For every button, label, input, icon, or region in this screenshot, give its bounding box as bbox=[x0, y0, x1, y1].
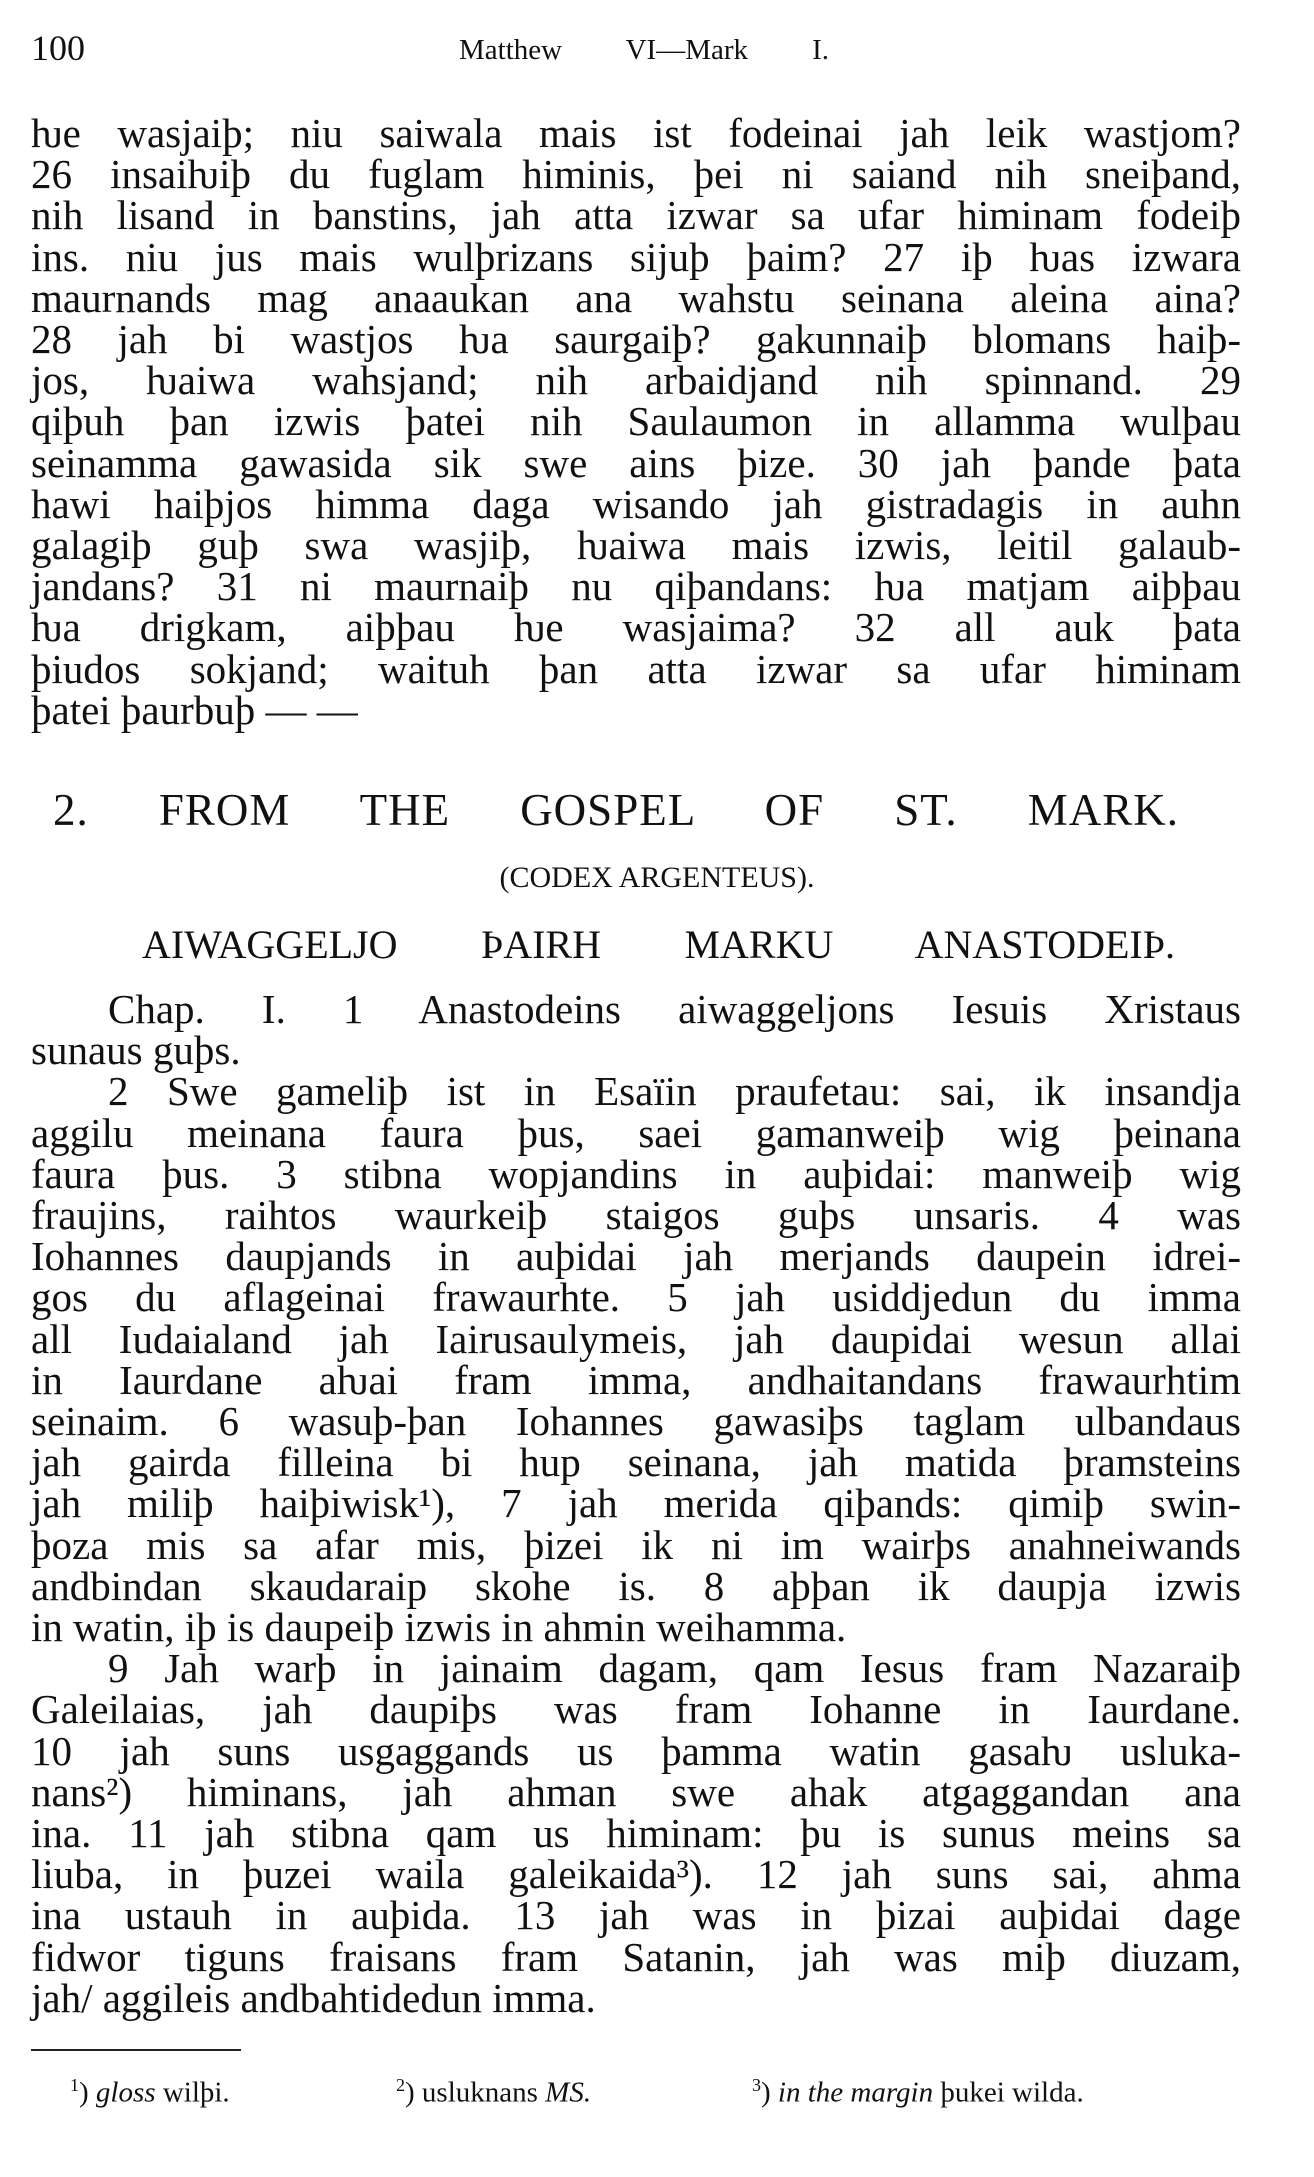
footnote-italic: in the margin bbox=[777, 2076, 934, 2109]
footnote-marker: 3 bbox=[752, 2075, 761, 2095]
mark-text-line: faura þus. 3 stibna wopjandins in auþidai: manweiþ wig bbox=[31, 1151, 1241, 1197]
mark-text-line: in Iaurdane aƕai fram imma, andhaitandans frawaurhtim bbox=[31, 1357, 1241, 1403]
running-title: Matthew VI—Mark I. bbox=[459, 34, 829, 66]
mark-text-line: 10 jah suns usgaggands us þamma watin gasaƕ usluka- bbox=[31, 1728, 1241, 1774]
mark-text-line: jah gairda filleina bi hup seinana, jah matida þramsteins bbox=[31, 1439, 1241, 1485]
matthew-text-line: jos, ƕaiwa wahsjand; nih arbaidjand nih spinnand. 29 bbox=[31, 357, 1241, 403]
footnote-italic: MS. bbox=[545, 2076, 592, 2109]
mark-text-line: 9 Jah warþ in jainaim dagam, qam Iesus fram Nazaraiþ bbox=[108, 1645, 1241, 1691]
mark-text-line: all Iudaialand jah Iairusaulymeis, jah daupidai wesun allai bbox=[31, 1316, 1241, 1362]
matthew-text-line: þatei þaurbuþ — — bbox=[31, 687, 358, 733]
mark-text-line: þoza mis sa afar mis, þizei ik ni im wairþs anahneiwands bbox=[31, 1522, 1241, 1568]
mark-text-line: fidwor tiguns fraisans fram Satanin, jah was miþ diuzam, bbox=[31, 1934, 1241, 1980]
mark-text-line: Iohannes daupjands in auþidai jah merjands daupein idrei- bbox=[31, 1233, 1241, 1279]
section-heading: 2. FROM THE GOSPEL OF ST. MARK. bbox=[53, 785, 1179, 835]
page-number: 100 bbox=[31, 28, 85, 68]
mark-text-line: seinaim. 6 wasuþ-þan Iohannes gawasiþs taglam ulbandaus bbox=[31, 1398, 1241, 1444]
matthew-text-line: nih lisand in banstins, jah atta izwar sa ufar himinam fodeiþ bbox=[31, 192, 1241, 238]
mark-text-line: nans²) himinans, jah ahman swe ahak atgaggandan ana bbox=[31, 1769, 1241, 1815]
matthew-text-line: 28 jah bi wastjos ƕa saurgaiþ? gakunnaiþ blomans haiþ- bbox=[31, 316, 1241, 362]
footnote-1: $^1$) gloss wilþi. bbox=[70, 2075, 230, 2109]
gothic-title: AIWAGGELJO ÞAIRH MARKU ANASTODEIÞ. bbox=[142, 922, 1175, 967]
footnote-text: þukei wilda. bbox=[940, 2076, 1084, 2109]
mark-text-line: fraujins, raihtos waurkeiþ staigos guþs unsaris. 4 was bbox=[31, 1192, 1241, 1238]
mark-text-line: Galeilaias, jah daupiþs was fram Iohanne in Iaurdane. bbox=[31, 1686, 1241, 1732]
matthew-text-line: hawi haiþjos himma daga wisando jah gistradagis in auhn bbox=[31, 481, 1241, 527]
mark-text-line: Chap. I. 1 Anastodeins aiwaggeljons Iesuis Xristaus bbox=[108, 986, 1241, 1032]
footnote-3: $^3$) in the margin þukei wilda. bbox=[752, 2075, 1084, 2109]
mark-text-line: ina. 11 jah stibna qam us himinam: þu is sunus meins sa bbox=[31, 1810, 1241, 1856]
matthew-text-line: ƕe wasjaiþ; niu saiwala mais ist fodeinai jah leik wastjom? bbox=[31, 110, 1241, 156]
footnote-text: usluknans bbox=[421, 2076, 538, 2109]
mark-text-line: 2 Swe gameliþ ist in Esaïin praufetau: sai, ik insandja bbox=[108, 1068, 1241, 1114]
mark-text-line: ina ustauh in auþida. 13 jah was in þizai auþidai dage bbox=[31, 1892, 1241, 1938]
mark-text-line: in watin, iþ is daupeiþ izwis in ahmin weihamma. bbox=[31, 1604, 847, 1650]
mark-text-line: liuba, in þuzei waila galeikaida³). 12 jah suns sai, ahma bbox=[31, 1851, 1241, 1897]
matthew-text-line: seinamma gawasida sik swe ains þize. 30 jah þande þata bbox=[31, 440, 1241, 486]
footnote-rule bbox=[31, 2049, 241, 2051]
mark-text-line: sunaus guþs. bbox=[31, 1027, 241, 1073]
matthew-text-line: jandans? 31 ni maurnaiþ nu qiþandans: ƕa matjam aiþþau bbox=[31, 563, 1241, 609]
matthew-text-line: qiþuh þan izwis þatei nih Saulaumon in allamma wulþau bbox=[31, 398, 1241, 444]
mark-text-line: aggilu meinana faura þus, saei gamanweiþ wig þeinana bbox=[31, 1110, 1241, 1156]
section-subheading: (CODEX ARGENTEUS). bbox=[499, 861, 815, 894]
mark-text-line: andbindan skaudaraip skohe is. 8 aþþan ik daupja izwis bbox=[31, 1563, 1241, 1609]
matthew-text-line: maurnands mag anaaukan ana wahstu seinana aleina aina? bbox=[31, 275, 1241, 321]
footnote-italic: gloss bbox=[95, 2076, 156, 2109]
mark-text-line: jah/ aggileis andbahtidedun imma. bbox=[31, 1975, 596, 2021]
footnote-text: wilþi. bbox=[162, 2076, 230, 2109]
footnote-2: $^2$) usluknans MS. bbox=[396, 2075, 592, 2109]
matthew-text-line: ƕa drigkam, aiþþau ƕe wasjaima? 32 all auk þata bbox=[31, 604, 1241, 650]
mark-text-line: gos du aflageinai frawaurhte. 5 jah usiddjedun du imma bbox=[31, 1274, 1241, 1320]
matthew-text-line: ins. niu jus mais wulþrizans sijuþ þaim? 27 iþ ƕas izwara bbox=[31, 234, 1241, 280]
matthew-text-line: 26 insaiƕiþ du fuglam himinis, þei ni saiand nih sneiþand, bbox=[31, 151, 1241, 197]
footnote-marker: 1 bbox=[70, 2075, 79, 2095]
matthew-text-line: þiudos sokjand; waituh þan atta izwar sa ufar himinam bbox=[31, 646, 1241, 692]
mark-text-line: jah miliþ haiþiwisk¹), 7 jah merida qiþands: qimiþ swin- bbox=[31, 1480, 1241, 1526]
matthew-text-line: galagiþ guþ swa wasjiþ, ƕaiwa mais izwis, leitil galaub- bbox=[31, 522, 1241, 568]
footnote-marker: 2 bbox=[396, 2075, 405, 2095]
